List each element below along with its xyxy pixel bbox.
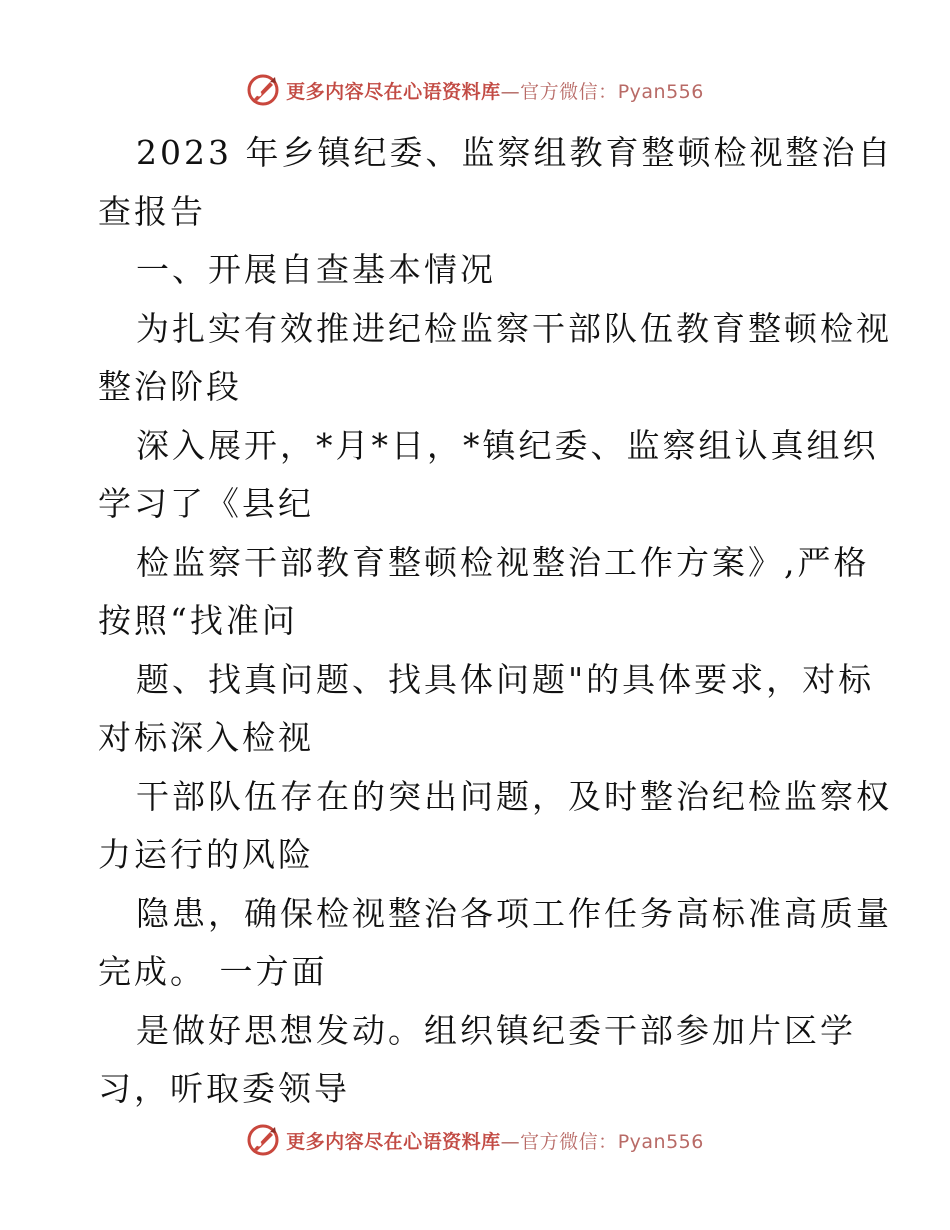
watermark-official: 官方微信： bbox=[520, 1130, 618, 1153]
body-line: 隐患，确保检视整治各项工作任务高标准高质量 bbox=[136, 893, 892, 933]
body-line: 深入展开，*月*日，*镇纪委、监察组认真组织 bbox=[136, 425, 879, 465]
body-line: 为扎实有效推进纪检监察干部队伍教育整顿检视 bbox=[136, 308, 892, 348]
watermark-brand: 更多内容尽在心语资料库 bbox=[286, 1130, 501, 1153]
body-line: 整治阶段 bbox=[98, 367, 242, 406]
body-line: 按照“找准问 bbox=[98, 601, 298, 640]
watermark-separator: — bbox=[500, 80, 521, 103]
title-line-1: 2023 年乡镇纪委、监察组教育整顿检视整治自 bbox=[136, 133, 894, 172]
title-line-2: 查报告 bbox=[98, 191, 206, 231]
watermark-footer bbox=[0, 1120, 950, 1160]
watermark-account: Pyan556 bbox=[617, 1130, 704, 1153]
body-line: 是做好思想发动。组织镇纪委干部参加片区学 bbox=[136, 1010, 856, 1050]
section-heading: 一、开展自查基本情况 bbox=[136, 250, 496, 289]
quill-logo-icon bbox=[246, 73, 280, 107]
quill-logo-icon bbox=[246, 1123, 280, 1157]
body-line: 学习了《县纪 bbox=[98, 484, 314, 523]
body-line: 习，听取委领导 bbox=[98, 1069, 350, 1108]
watermark-header bbox=[0, 70, 950, 110]
document-body bbox=[98, 124, 894, 1119]
body-line: 完成。 一方面 bbox=[98, 952, 328, 991]
watermark-official: 官方微信： bbox=[520, 80, 618, 103]
watermark-separator: — bbox=[500, 1130, 521, 1153]
body-line: 力运行的风险 bbox=[98, 835, 314, 874]
body-line: 检监察干部教育整顿检视整治工作方案》,严格 bbox=[136, 542, 870, 582]
body-line: 对标深入检视 bbox=[98, 718, 314, 757]
watermark-brand: 更多内容尽在心语资料库 bbox=[286, 80, 501, 103]
body-line: 干部队伍存在的突出问题，及时整治纪检监察权 bbox=[136, 776, 892, 816]
body-line: 题、找真问题、找具体问题"的具体要求，对标 bbox=[136, 659, 875, 699]
watermark-account: Pyan556 bbox=[617, 80, 704, 103]
